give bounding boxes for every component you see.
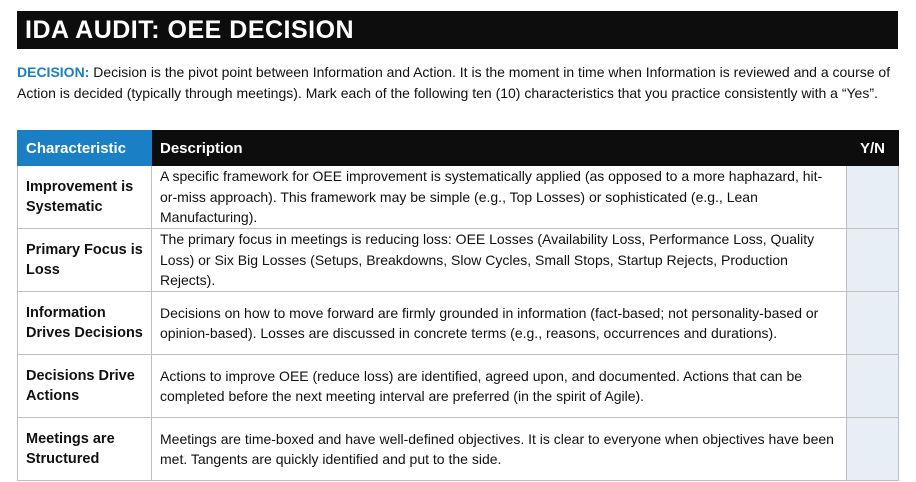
yn-answer-cell[interactable] [847,418,899,481]
row-characteristic: Meetings are Structured [18,418,152,481]
intro-paragraph [17,62,902,103]
table-row [18,292,899,355]
yn-answer-cell[interactable] [847,229,899,292]
row-characteristic: Improvement is Systematic [18,166,152,229]
intro-lead: DECISION: [17,64,90,80]
row-characteristic: Decisions Drive Actions [18,355,152,418]
header-description: Description [152,131,847,166]
yn-answer-cell[interactable] [847,292,899,355]
row-description: A specific framework for OEE improvement is systematically applied (as opposed to a more haphazard, hit-or-miss approach). This framework may be simple (e.g., Top Losses) or sophisticated (e.g., Lean Manufacturing). [152,166,847,229]
intro-text: Decision is the pivot point between Information and Action. It is the moment in time when Information is reviewed and a course of Action is decided (typically through meetings). Mark each of the following ten (10) characteristics that you practice consistently with a “Yes”. [17,64,891,101]
table-header-row [18,131,899,166]
row-description: The primary focus in meetings is reducing loss: OEE Losses (Availability Loss, Performance Loss, Quality Loss) or Six Big Losses (Setups, Breakdowns, Slow Cycles, Small Stops, Startup Rejects, Production Rejects). [152,229,847,292]
table-row [18,229,899,292]
table-row [18,418,899,481]
row-description: Decisions on how to move forward are firmly grounded in information (fact-based; not personality-based or opinion-based). Losses are discussed in concrete terms (e.g., reasons, occurrences and durations). [152,292,847,355]
table-row [18,355,899,418]
characteristics-table [17,130,899,481]
header-yn: Y/N [847,131,899,166]
row-characteristic: Information Drives Decisions [18,292,152,355]
yn-answer-cell[interactable] [847,166,899,229]
row-description: Actions to improve OEE (reduce loss) are identified, agreed upon, and documented. Actions that can be completed before the next meeting interval are preferred (in the spirit of Agile). [152,355,847,418]
row-description: Meetings are time-boxed and have well-defined objectives. It is clear to everyone when objectives have been met. Tangents are quickly identified and put to the side. [152,418,847,481]
header-characteristic: Characteristic [18,131,152,166]
row-characteristic: Primary Focus is Loss [18,229,152,292]
table-row [18,166,899,229]
yn-answer-cell[interactable] [847,355,899,418]
page-title: IDA AUDIT: OEE DECISION [17,11,898,49]
